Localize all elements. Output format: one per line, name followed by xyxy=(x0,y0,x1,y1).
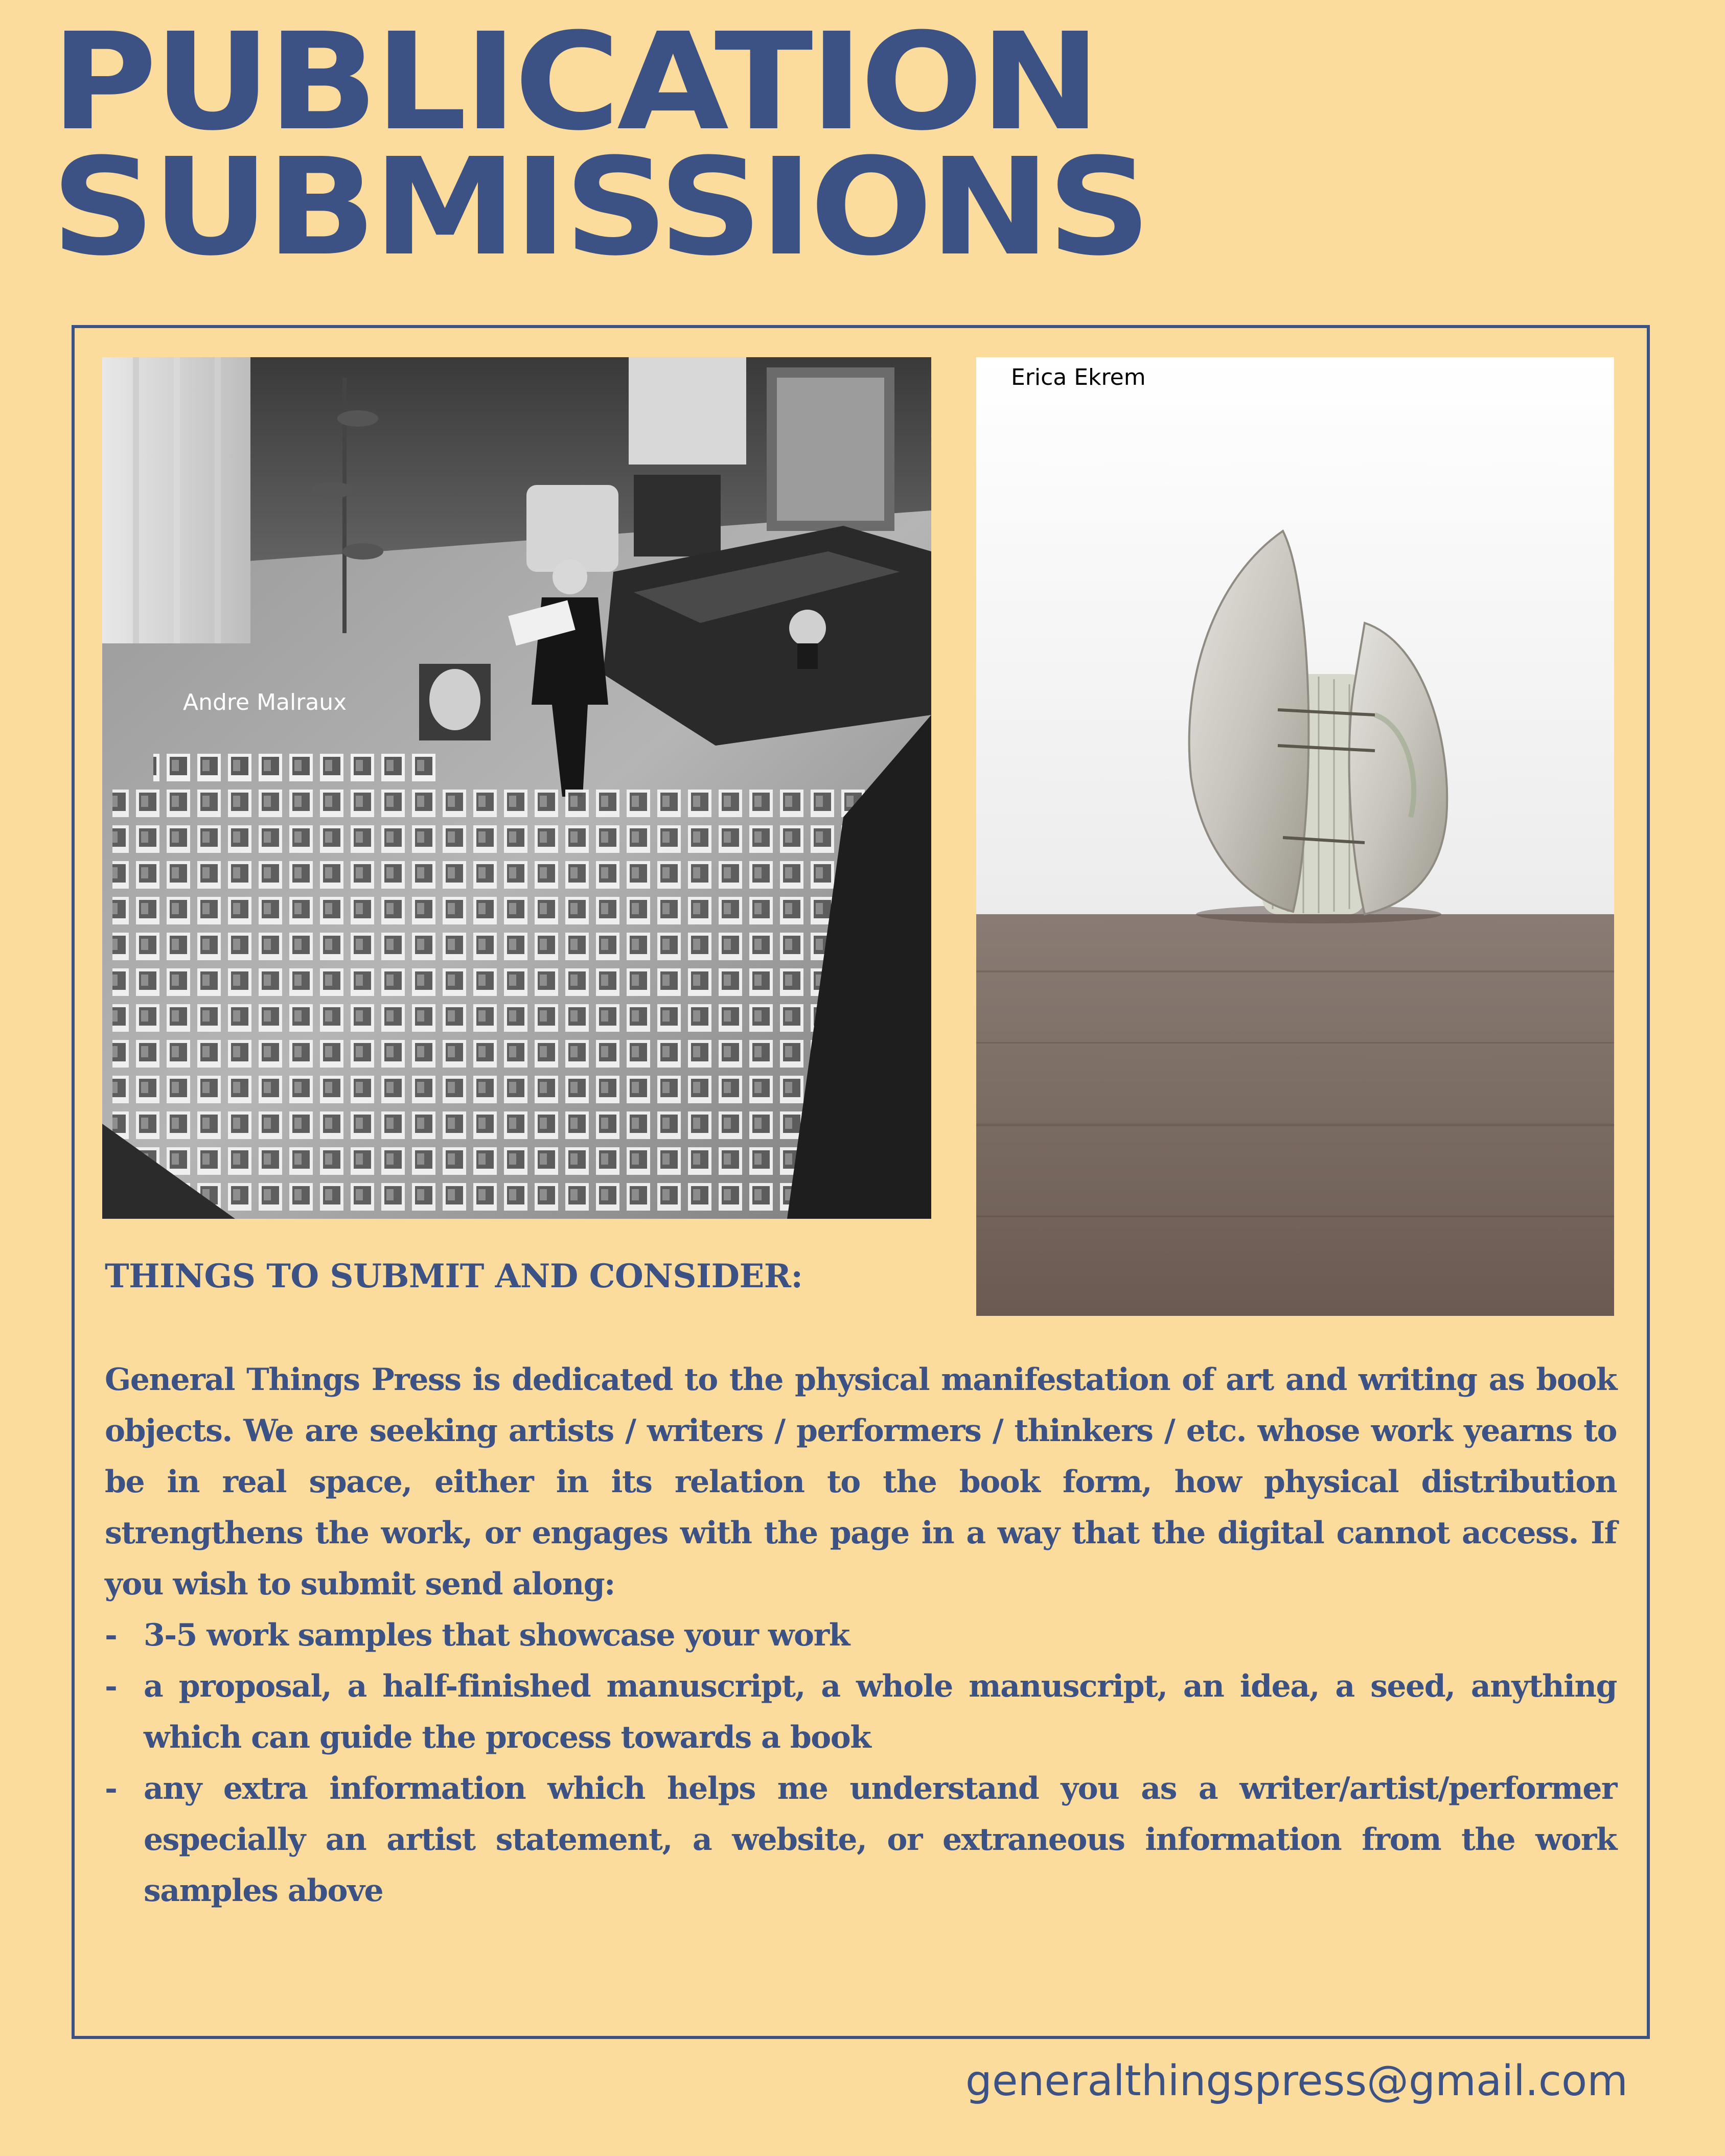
list-item: - 3-5 work samples that showcase your work xyxy=(105,1610,1617,1661)
title-line-2: SUBMISSIONS xyxy=(51,129,1148,285)
title-line-1: PUBLICATION xyxy=(51,4,1098,160)
ekrem-photo-image xyxy=(976,357,1614,1316)
left-photo-caption: Andre Malraux xyxy=(183,689,347,715)
malraux-photo-image xyxy=(102,357,931,1219)
list-item: - a proposal, a half-finished manuscript, a whole manuscript, an idea, a seed, anything which can guide the process towards a book xyxy=(105,1661,1617,1763)
submission-list xyxy=(105,1610,1617,1916)
right-photo-caption: Erica Ekrem xyxy=(1011,364,1146,390)
submission-info xyxy=(105,1354,1617,1916)
intro-paragraph: General Things Press is dedicated to the physical manifestation of art and writing as book objects. We are seeking artists / writers / performers / thinkers / etc. whose work yearns to be in real space, either in its relation to the book form, how physical distribution strengthens the work, or engages with the page in a way that the digital cannot access. If you wish to submit send along: xyxy=(105,1362,1617,1602)
section-heading: THINGS TO SUBMIT AND CONSIDER: xyxy=(105,1257,803,1295)
contact-email[interactable]: generalthingspress@gmail.com xyxy=(965,2057,1628,2105)
page-title xyxy=(51,4,1148,285)
malraux-photo xyxy=(102,357,931,1219)
list-item: - any extra information which helps me understand you as a writer/artist/performer especially an artist statement, a website, or extraneous information from the work samples above xyxy=(105,1763,1617,1916)
ekrem-photo xyxy=(976,357,1614,1316)
